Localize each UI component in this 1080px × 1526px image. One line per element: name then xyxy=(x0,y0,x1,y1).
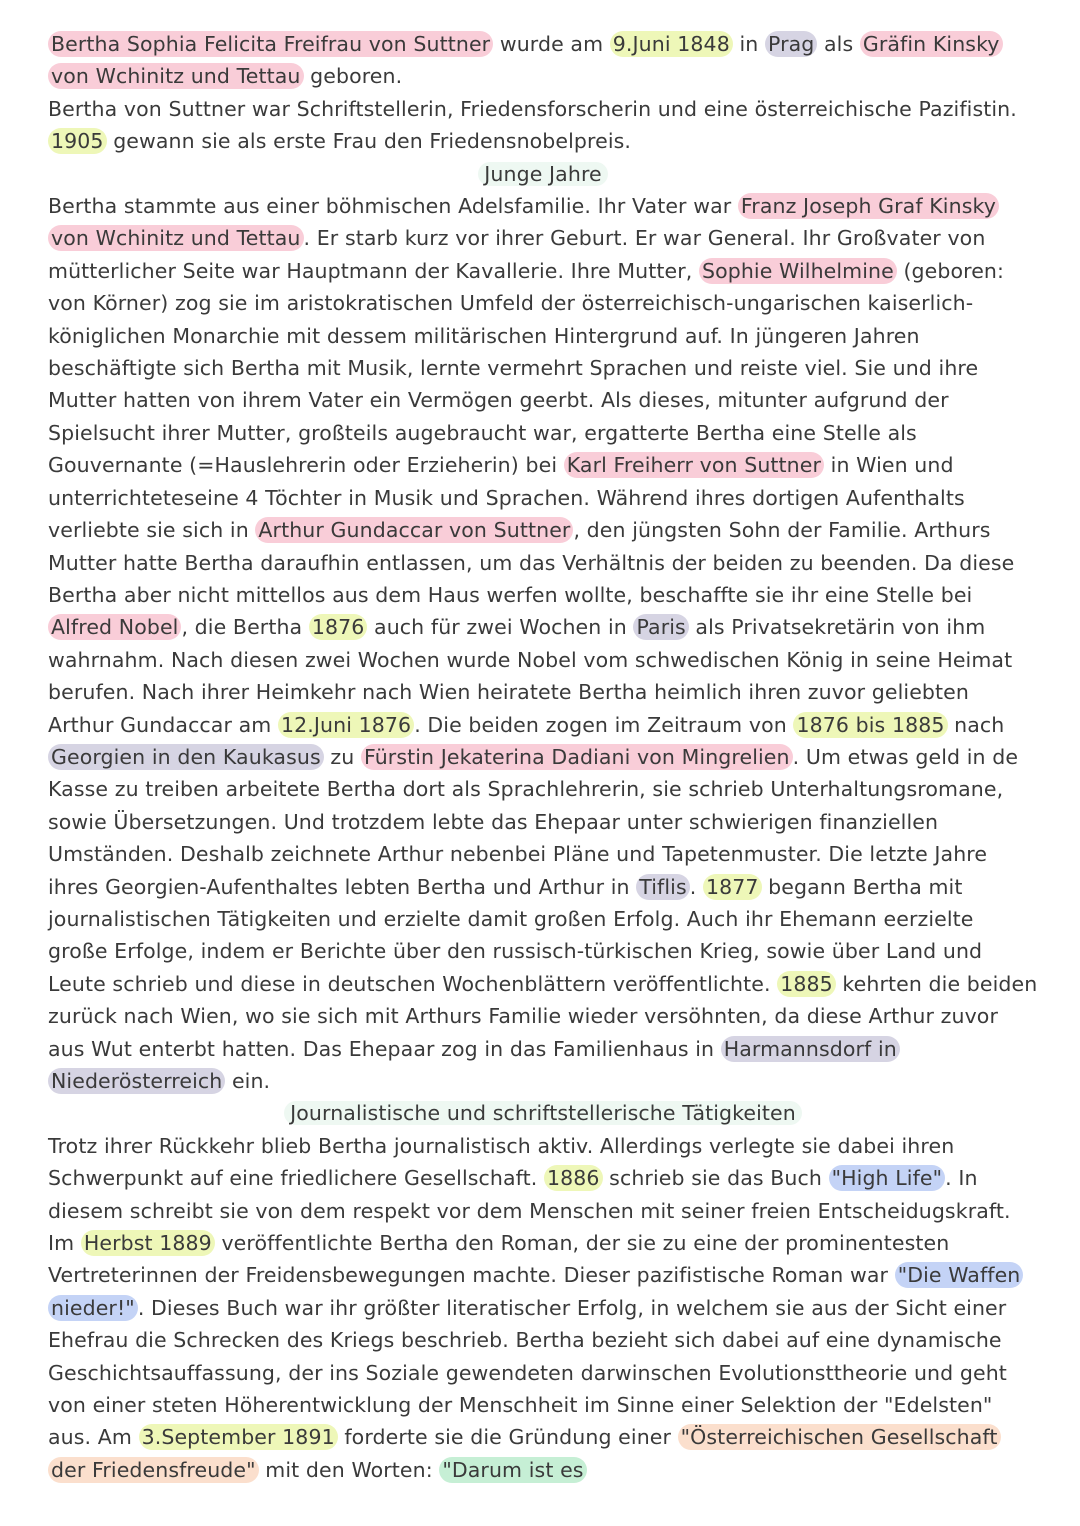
text-run: . Die beiden zogen im Zeitraum von xyxy=(414,712,794,737)
text-run: ein. xyxy=(225,1069,271,1093)
text-run: . Dieses Buch war ihr größter literatischer Erfolg, in welchem sie aus der Sicht einer Ehefrau die Schrecken des Kriegs beschrieb. Bertha bezieht sich dabei auf eine dynamische Geschichtsauffassung, der ins Soziale gewendeten darwinschen Evolutionsttheorie und geht von einer steten Höherentwicklung der Menschheit im Sinne einer Selektion der "Edelsten" aus. Am xyxy=(48,1295,1007,1450)
highlight-yellow: 12.Juni 1876 xyxy=(278,712,414,738)
highlight-pink: Karl Freiherr von Suttner xyxy=(564,452,824,478)
section-heading-text: Junge Jahre xyxy=(478,162,607,186)
highlight-peach: "Österreichischen Gesellschaft der Friedensfreude" xyxy=(48,1424,1001,1482)
highlight-pink: Gräfin Kinsky von Wchinitz und Tettau xyxy=(48,31,1003,89)
highlight-grey: Paris xyxy=(633,614,688,640)
highlight-pink: Franz Joseph Graf Kinsky von Wchinitz und Tettau xyxy=(48,193,999,251)
text-run: Trotz ihrer Rückkehr blieb Bertha journalistisch aktiv. Allerdings verlegte sie dabei ihren Schwerpunkt auf eine friedlichere Gesellschaft. xyxy=(48,1133,955,1191)
text-run: zu xyxy=(323,744,361,769)
highlight-blue: "Die Waffen nieder!" xyxy=(48,1262,1023,1320)
paragraph-p2 xyxy=(48,93,1038,158)
text-run: auch für zwei Wochen in xyxy=(367,615,634,640)
highlight-pink: Alfred Nobel xyxy=(48,614,181,640)
highlight-yellow: 1905 xyxy=(48,128,107,154)
highlight-yellow: 1886 xyxy=(544,1165,603,1191)
highlight-pink: Bertha Sophia Felicita Freifrau von Suttner xyxy=(48,31,493,57)
text-run: schrieb sie das Buch xyxy=(602,1166,829,1191)
text-run: geboren. xyxy=(303,64,403,89)
highlight-pink: Fürstin Jekaterina Dadiani von Mingrelien xyxy=(361,744,793,770)
section-heading-journalistisch xyxy=(48,1097,1038,1129)
section-heading-text: Journalistische und schriftstellerische Tätigkeiten xyxy=(284,1101,802,1125)
text-run: . Um etwas geld in de Kasse zu treiben arbeitete Bertha dort als Sprachlehrerin, sie schrieb Unterhaltungsromane, sowie Übersetzungen. Und trotzdem lebte das Ehepaar unter schwierigen finanziellen Umständen. Deshalb zeichnete Arthur nebenbei Pläne und Tapetenmuster. Die letzte Jahre ihres Georgien-Aufenthaltes lebten Bertha und Arthur in xyxy=(48,744,1019,899)
highlight-yellow: 1876 bis 1885 xyxy=(793,712,947,738)
document-page xyxy=(48,28,1038,1486)
highlight-grey: Tiflis xyxy=(636,874,689,900)
text-run: (geboren: von Körner) zog sie im aristokratischen Umfeld der österreichisch-ungarischen kaiserlich-königlichen Monarchie mit dessem militärischen Hintergrund auf. In jüngeren Jahren beschäftigte sich Bertha mit Musik, lernte vermehrt Sprachen und reiste viel. Sie und ihre Mutter hatten von ihrem Vater ein Vermögen geerbt. Als dieses, mitunter aufgrund der Spielsucht ihrer Mutter, großteils augebraucht war, ergatterte Bertha eine Stelle als Gouvernante (=Hauslehrerin oder Erzieherin) bei xyxy=(48,258,1005,478)
text-run: in Wien und unterrichteteseine 4 Töchter in Musik und Sprachen. Während ihres dortigen Aufenthalts verliebte sie sich in xyxy=(48,453,965,543)
text-run: als Privatsekretärin von ihm wahrnahm. Nach diesen zwei Wochen wurde Nobel vom schwedischen König in seine Heimat berufen. Nach ihrer Heimkehr nach Wien heiratete Bertha heimlich ihren zuvor geliebten Arthur Gundaccar am xyxy=(48,615,1013,737)
highlight-yellow: 3.September 1891 xyxy=(139,1424,338,1450)
text-run: mit den Worten: xyxy=(258,1457,440,1482)
highlight-grey: Georgien in den Kaukasus xyxy=(48,744,324,770)
highlight-grey: Prag xyxy=(765,31,817,57)
highlight-blue: "High Life" xyxy=(829,1165,946,1191)
paragraph-p1 xyxy=(48,28,1038,93)
paragraph-p4 xyxy=(48,1130,1038,1486)
highlight-green: "Darum ist es xyxy=(439,1457,586,1483)
section-heading-junge-jahre xyxy=(48,158,1038,190)
highlight-yellow: 1876 xyxy=(309,614,368,640)
text-run: forderte sie die Gründung einer xyxy=(337,1425,678,1450)
highlight-pink: Arthur Gundaccar von Suttner xyxy=(255,517,573,543)
paragraph-p3 xyxy=(48,190,1038,1097)
highlight-yellow: 1877 xyxy=(703,874,762,900)
text-run: wurde am xyxy=(493,32,610,56)
text-run: , die Bertha xyxy=(181,615,309,640)
text-run: als xyxy=(817,32,860,56)
highlight-yellow: 1885 xyxy=(777,971,836,997)
text-run: kehrten die beiden zurück nach Wien, wo sie sich mit Arthurs Familie wieder versöhnten, da diese Arthur zuvor aus Wut enterbt hatten. Das Ehepaar zog in das Familienhaus in xyxy=(48,971,1038,1061)
text-run: begann Bertha mit journalistischen Tätigkeiten und erzielte damit großen Erfolg. Auch ihr Ehemann eerzielte große Erfolge, indem er Berichte über den russisch-türkischen Krieg, sowie über Land und Leute schrieb und diese in deutschen Wochenblättern veröffentlichte. xyxy=(48,874,983,996)
text-run: , den jüngsten Sohn der Familie. Arthurs Mutter hatte Bertha daraufhin entlassen, um das Verhältnis der beiden zu beenden. Da diese Bertha aber nicht mittellos aus dem Haus werfen wollte, beschaffte sie ihr eine Stelle bei xyxy=(48,518,1015,607)
highlight-yellow: Herbst 1889 xyxy=(81,1230,215,1256)
text-run: Bertha von Suttner war Schriftstellerin, Friedensforscherin und eine österreichische Pazifistin. xyxy=(48,96,1017,121)
text-run: in xyxy=(732,32,765,56)
highlight-yellow: 9.Juni 1848 xyxy=(610,31,733,57)
text-run: Bertha stammte aus einer böhmischen Adelsfamilie. Ihr Vater war xyxy=(48,194,738,219)
text-run: veröffentlichte Bertha den Roman, der sie zu eine der prominentesten Vertreterinnen der Freidensbewegungen machte. Dieser pazifistische Roman war xyxy=(48,1231,950,1288)
highlight-grey: Harmannsdorf in Niederösterreich xyxy=(48,1036,900,1094)
highlight-pink: Sophie Wilhelmine xyxy=(699,258,897,284)
text-run: . Er starb kurz vor ihrer Geburt. Er war General. Ihr Großvater von mütterlicher Seite war Hauptmann der Kavallerie. Ihre Mutter, xyxy=(48,226,986,283)
text-run: . xyxy=(689,874,703,899)
text-run: nach xyxy=(947,712,1005,737)
text-run: . In diesem schreibt sie von dem respekt vor dem Menschen mit seiner freien Entscheidugskraft. Im xyxy=(48,1166,1011,1256)
text-run: gewann sie als erste Frau den Friedensnobelpreis. xyxy=(106,129,632,154)
